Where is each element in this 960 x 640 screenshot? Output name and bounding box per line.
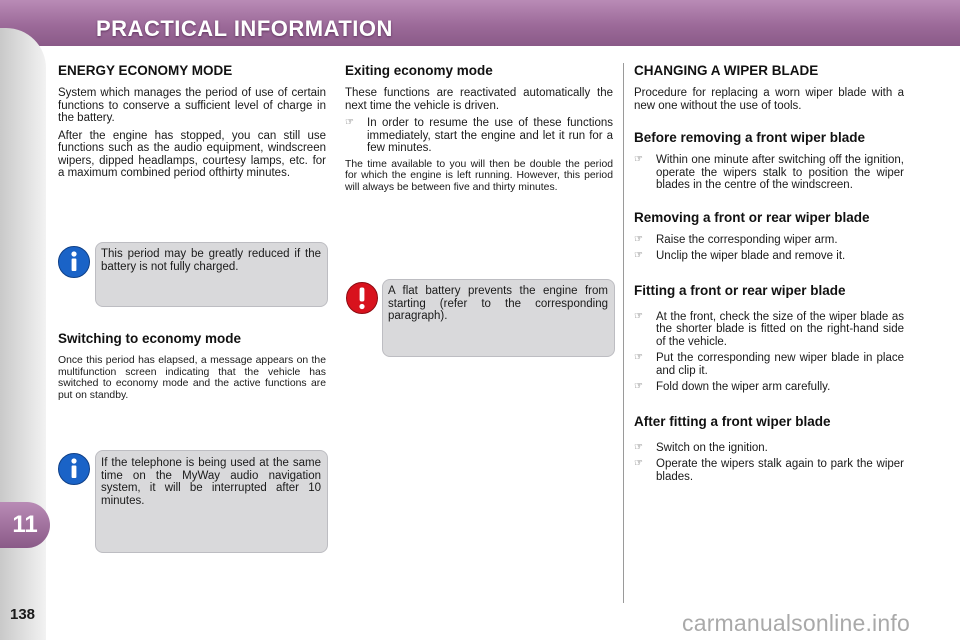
pointing-hand-icon: ☞ <box>634 233 643 245</box>
pointing-hand-icon: ☞ <box>634 250 643 261</box>
pointing-hand-icon: ☞ <box>345 117 354 128</box>
watermark: carmanualsonline.info <box>682 610 910 636</box>
energy-economy-details: After the engine has stopped, you can still use functions such as the audio equipment, windscreen wipers, dipped headlamps, courtesy lamps, etc. for a maximum combined period ofthirty minutes. <box>58 129 326 179</box>
before-removing-bullet: ☞ Within one minute after switching off the ignition, operate the wipers stalk to position the wiper blades in the centre of the windscreen. <box>634 154 904 191</box>
after-fitting-heading: After fitting a front wiper blade <box>634 413 831 429</box>
switching-economy-heading: Switching to economy mode <box>58 331 242 346</box>
fitting-heading: Fitting a front or rear wiper blade <box>634 282 846 298</box>
page-title: PRACTICAL INFORMATION <box>96 16 393 41</box>
removing-heading: Removing a front or rear wiper blade <box>634 209 870 225</box>
after-fitting-bullet-1: ☞ Switch on the ignition. <box>634 441 768 454</box>
exiting-economy-time-text: The time available to you will then be double the period for which the engine is left running. However, this period will always be between five and thirty minutes. <box>345 158 613 193</box>
pointing-hand-icon: ☞ <box>634 154 643 165</box>
wiper-blade-intro: Procedure for replacing a worn wiper blade with a new one without the use of tools. <box>634 87 904 112</box>
fitting-bullet-3: ☞ Fold down the wiper arm carefully. <box>634 381 831 393</box>
pointing-hand-icon: ☞ <box>634 352 643 363</box>
warning-icon <box>345 281 379 315</box>
info-note-battery-text: This period may be greatly reduced if the battery is not fully charged. <box>101 248 321 273</box>
switching-economy-text: Once this period has elapsed, a message appears on the multifunction screen indicating that the vehicle has switched to economy mode and the active functions are put on standby. <box>58 355 326 401</box>
left-sidebar <box>0 28 46 640</box>
column-divider <box>623 63 624 603</box>
page-number: 138 <box>10 606 36 623</box>
fitting-bullet-2: ☞ Put the corresponding new wiper blade in place and clip it. <box>634 352 904 377</box>
chapter-number: 11 <box>12 511 38 538</box>
before-removing-heading: Before removing a front wiper blade <box>634 130 866 145</box>
removing-bullet-2: ☞ Unclip the wiper blade and remove it. <box>634 250 846 262</box>
pointing-hand-icon: ☞ <box>634 458 643 469</box>
exiting-economy-heading: Exiting economy mode <box>345 63 493 78</box>
pointing-hand-icon: ☞ <box>634 381 643 392</box>
pointing-hand-icon: ☞ <box>634 310 643 322</box>
removing-bullet-1: ☞ Raise the corresponding wiper arm. <box>634 233 838 246</box>
column-energy-economy <box>58 63 326 185</box>
fitting-bullet-1: ☞ At the front, check the size of the wiper blade as the shorter blade is fitted on the right-hand side of the vehicle. <box>634 310 904 348</box>
energy-economy-intro: System which manages the period of use of certain functions to conserve a sufficient level of charge in the battery. <box>58 87 326 124</box>
wiper-blade-heading: CHANGING A WIPER BLADE <box>634 63 819 78</box>
exiting-economy-bullet: ☞ In order to resume the use of these functions immediately, start the engine and let it run for a few minutes. <box>345 117 613 154</box>
after-fitting-bullet-2: ☞ Operate the wipers stalk again to park the wiper blades. <box>634 458 904 483</box>
info-icon <box>57 452 91 486</box>
column-exiting-economy <box>345 63 613 193</box>
column-switching <box>58 331 326 401</box>
exiting-economy-intro: These functions are reactivated automatically the next time the vehicle is driven. <box>345 87 613 112</box>
info-note-telephone-text: If the telephone is being used at the same time on the MyWay audio navigation system, it will be interrupted after 10 minutes. <box>101 457 321 507</box>
energy-economy-heading: ENERGY ECONOMY MODE <box>58 63 233 78</box>
pointing-hand-icon: ☞ <box>634 441 643 453</box>
column-wiper-blade <box>634 63 904 487</box>
info-icon <box>57 245 91 279</box>
warning-note-text: A flat battery prevents the engine from starting (refer to the corresponding paragraph). <box>388 285 608 322</box>
